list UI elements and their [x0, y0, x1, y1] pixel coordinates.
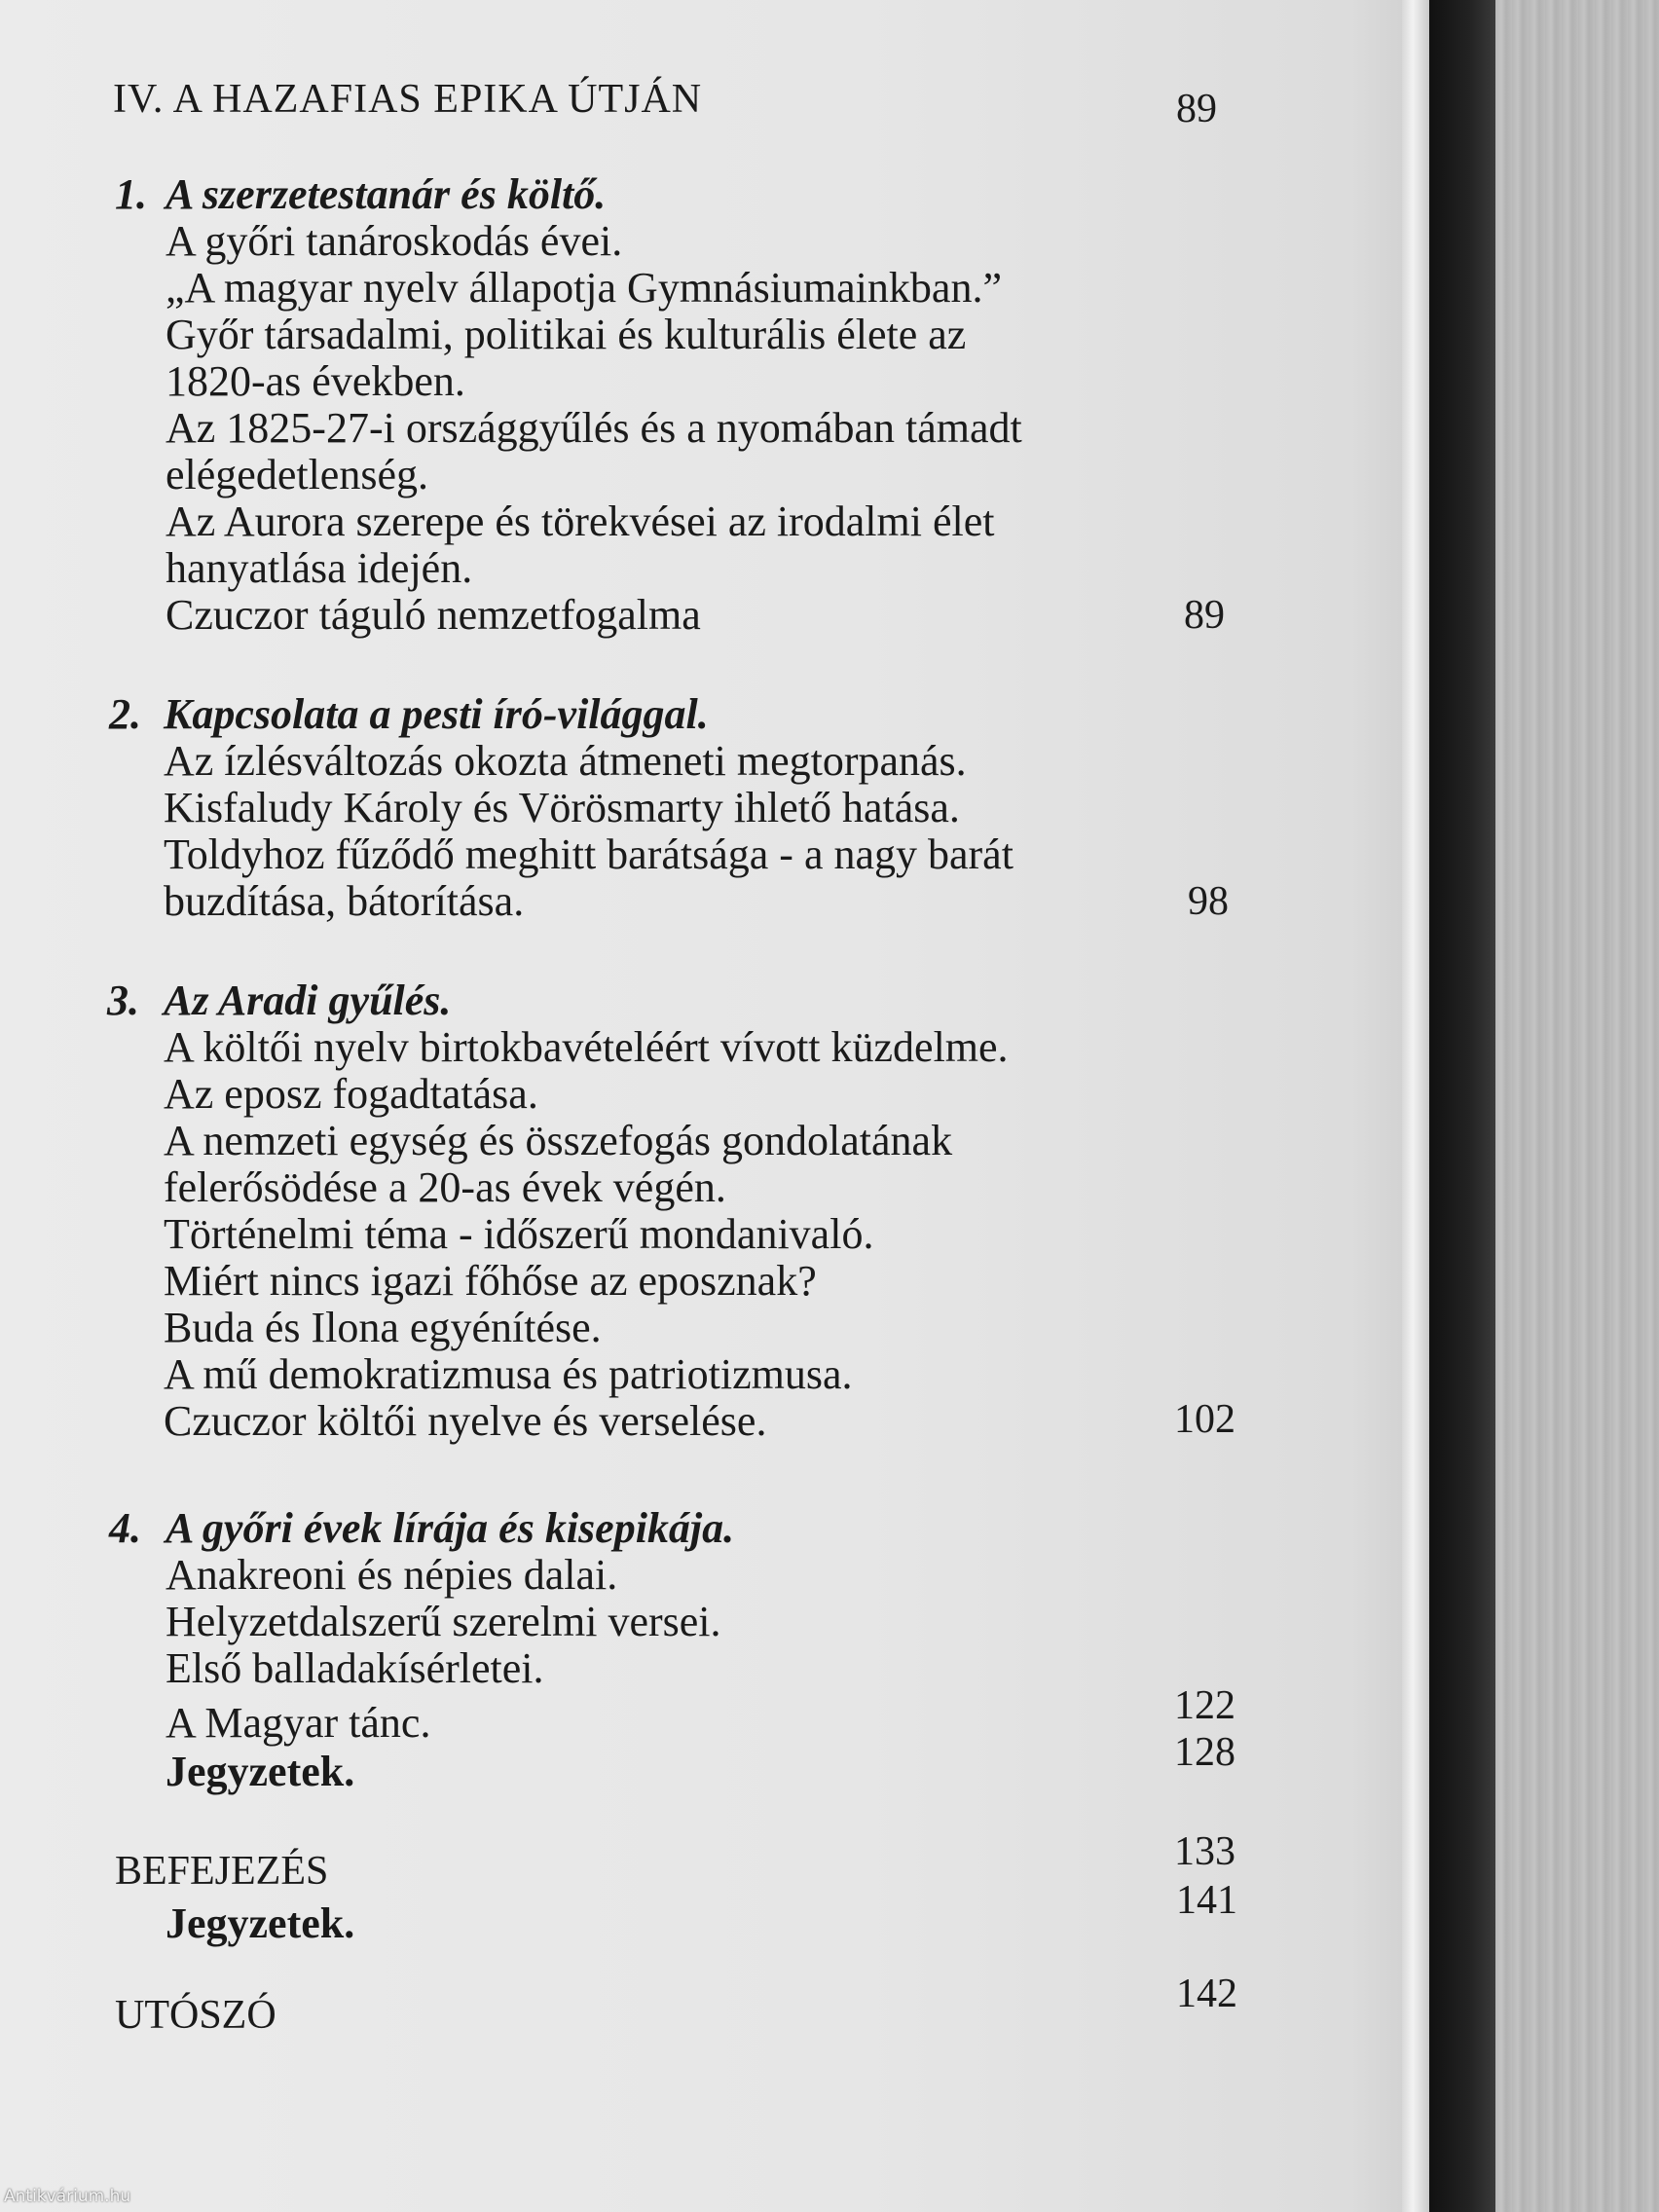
- section-1-number: 1.: [115, 170, 147, 218]
- section-1-title: A szerzetestanár és költő.: [166, 170, 607, 218]
- section-1-line: Győr társadalmi, politikai és kulturális élete az: [166, 311, 967, 358]
- section-4-line: Helyzetdalszerű szerelmi versei.: [166, 1598, 721, 1645]
- section-2-line: Az ízlésváltozás okozta átmeneti megtorpanás.: [164, 737, 967, 785]
- section-1-line: Az 1825-27-i országgyűlés és a nyomában támadt: [166, 404, 1022, 452]
- section-1-line: A győri tanároskodás évei.: [166, 217, 623, 265]
- section-1-line: Czuczor táguló nemzetfogalma: [166, 591, 701, 639]
- section-4-notes-page-number: 128: [1174, 1730, 1235, 1775]
- section-2-title: Kapcsolata a pesti író-világgal.: [164, 690, 709, 738]
- section-3-line: Buda és Ilona egyénítése.: [164, 1304, 602, 1351]
- section-3-line: felerősödése a 20-as évek végén.: [164, 1163, 726, 1211]
- section-3-title: Az Aradi gyűlés.: [164, 977, 452, 1024]
- section-1-line: elégedetlenség.: [166, 451, 428, 498]
- section-3-line: A nemzeti egység és összefogás gondolatának: [164, 1117, 953, 1164]
- closing-page-number: 133: [1174, 1829, 1235, 1874]
- section-4-notes: Jegyzetek.: [166, 1748, 355, 1795]
- section-4-title: A győri évek lírája és kisepikája.: [166, 1504, 735, 1552]
- section-2-line: buzdítása, bátorítása.: [164, 877, 525, 925]
- section-2-page-number: 98: [1188, 879, 1229, 924]
- section-2-number: 2.: [109, 690, 141, 738]
- chapter-page-number: 89: [1176, 87, 1217, 131]
- section-3-line: A mű demokratizmusa és patriotizmusa.: [164, 1350, 853, 1398]
- section-1-page-number: 89: [1184, 593, 1225, 638]
- watermark: Antikvárium.hu: [4, 2187, 131, 2206]
- section-4-line: A Magyar tánc.: [166, 1699, 431, 1747]
- section-1-line: hanyatlása idején.: [166, 544, 473, 592]
- section-1-line: Az Aurora szerepe és törekvései az irodalmi élet: [166, 498, 995, 545]
- closing-notes: Jegyzetek.: [166, 1899, 355, 1947]
- section-4-page-number: 122: [1174, 1683, 1235, 1728]
- afterword-page-number: 142: [1176, 1972, 1237, 2016]
- section-4-number: 4.: [109, 1504, 141, 1552]
- section-1-line: 1820-as években.: [166, 357, 465, 405]
- section-3-line: Történelmi téma - időszerű mondanivaló.: [164, 1210, 874, 1258]
- section-3-page-number: 102: [1174, 1397, 1235, 1442]
- section-1-line: „A magyar nyelv állapotja Gymnásiumainkban.”: [166, 264, 1002, 312]
- closing-title: BEFEJEZÉS: [115, 1849, 329, 1894]
- book-cover-edge: [1429, 0, 1495, 2212]
- section-2-line: Kisfaludy Károly és Vörösmarty ihlető hatása.: [164, 784, 960, 831]
- section-3-line: Miért nincs igazi főhőse az eposznak?: [164, 1257, 817, 1305]
- section-3-line: Czuczor költői nyelve és verselése.: [164, 1397, 767, 1445]
- section-4-line: Anakreoni és népies dalai.: [166, 1551, 618, 1599]
- background-surface: [1495, 0, 1659, 2212]
- section-3-number: 3.: [107, 977, 139, 1024]
- section-3-line: A költői nyelv birtokbavételéért vívott küzdelme.: [164, 1023, 1009, 1071]
- chapter-title: IV. A HAZAFIAS EPIKA ÚTJÁN: [113, 77, 703, 122]
- section-3-line: Az eposz fogadtatása.: [164, 1070, 538, 1118]
- page-edge: [1402, 0, 1429, 2212]
- section-2-line: Toldyhoz fűződő meghitt barátsága - a nagy barát: [164, 830, 1014, 878]
- afterword-title: UTÓSZÓ: [115, 1993, 276, 2038]
- closing-notes-page-number: 141: [1176, 1878, 1237, 1923]
- section-4-line: Első balladakísérletei.: [166, 1644, 544, 1692]
